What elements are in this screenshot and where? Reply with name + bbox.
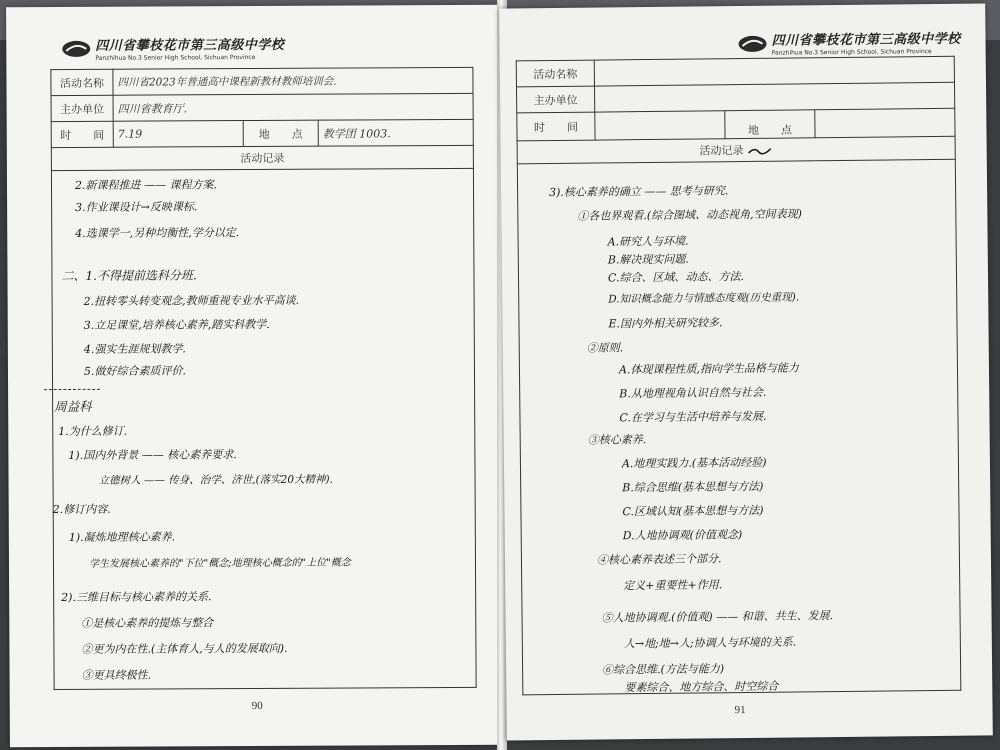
note-line: 2).三维目标与核心素养的关系. <box>61 590 212 605</box>
label-activity-record: 活动记录 <box>51 145 473 170</box>
note-line: 立德树人 —— 传身、治学、济世,(落实20大精神). <box>98 473 333 487</box>
note-line: C.区域认知(基本思想与方法) <box>622 503 764 519</box>
label-activity-name: 活动名称 <box>51 69 113 95</box>
note-heading: 周益科 <box>54 398 92 415</box>
place-value: 教学团 1003. <box>318 119 473 146</box>
school-name-en: Panzhihua No.3 Senior High School, Sichuan Province <box>771 48 932 57</box>
note-line: A.地理实践力.(基本活动经验) <box>621 455 767 471</box>
note-line: ⑤人地协调观.(价值观) —— 和谐、共生、发展. <box>601 609 834 625</box>
time-value: 7.19 <box>113 121 243 148</box>
note-line: 3.立足课堂,培养核心素养,踏实科教学. <box>83 317 270 332</box>
activity-name-value <box>594 56 954 86</box>
note-line: 二、1.不得提前选科分班. <box>61 268 197 284</box>
note-line: E.国内外相关研究较多. <box>608 316 723 331</box>
note-line: A.研究人与环境. <box>607 234 689 249</box>
note-line: A.体现课程性质,指向学生品格与能力 <box>618 361 799 377</box>
note-line: 1).国内外背景 —— 核心素养要求. <box>68 448 237 462</box>
note-line: 4.强实生涯规划教学. <box>83 342 186 356</box>
note-line: 学生发展核心素养的"下位"概念;地理核心概念的"上位"概念 <box>88 557 351 570</box>
label-activity-record: 活动记录 <box>517 136 955 164</box>
label-host-unit: 主办单位 <box>517 86 595 113</box>
label-time: 时 间 <box>517 112 595 141</box>
label-time: 时 间 <box>51 121 113 147</box>
label-host-unit: 主办单位 <box>51 95 113 121</box>
note-line: 2.修订内容. <box>52 502 111 517</box>
note-line: ③更具终极性. <box>81 668 152 682</box>
host-unit-value: 四川省教育厅. <box>113 93 473 121</box>
school-logo-icon <box>61 39 91 57</box>
page-header <box>737 28 960 57</box>
label-activity-name: 活动名称 <box>516 60 594 87</box>
note-line: B.综合思维(基本思想与方法) <box>622 479 764 495</box>
notebook-page-left <box>6 5 504 748</box>
note-line: ①是核心素养的提炼与整合 <box>81 616 214 630</box>
note-line: C.综合、区域、动态、方法. <box>607 270 745 285</box>
school-name-cn: 四川省攀枝花市第三高级中学校 <box>771 31 961 49</box>
note-line: C.在学习与生活中培养与发展. <box>619 409 767 425</box>
page-header <box>61 34 284 62</box>
note-line: ④核心素养表述三个部分. <box>596 552 722 567</box>
note-line: ③核心素养. <box>587 433 647 447</box>
note-line: 定义+重要性+作用. <box>623 578 723 593</box>
note-line: ①各也界观看.(综合图域、动态视角,空间表现) <box>577 207 802 223</box>
school-logo-icon <box>737 34 767 52</box>
page-number-left: 90 <box>251 699 263 713</box>
note-line: 2.新课程推进 —— 课程方案. <box>74 178 218 192</box>
label-place: 地 点 <box>243 120 318 146</box>
time-value <box>595 111 725 140</box>
note-line: 4.选课学一,另种均衡性,学分以定. <box>75 226 240 240</box>
note-line: 人→地;地→人;协调人与环境的关系. <box>623 635 797 651</box>
note-line: 要素综合、地方综合、时空综合 <box>624 679 779 695</box>
note-line: 5.做好综合素质评价. <box>83 364 187 378</box>
note-line: B.解决现实问题. <box>607 252 689 267</box>
school-name-cn: 四川省攀枝花市第三高级中学校 <box>95 37 285 54</box>
host-unit-value <box>594 82 954 112</box>
note-line: ②原则. <box>586 341 624 355</box>
place-value <box>815 108 955 137</box>
page-number-right: 91 <box>734 704 746 717</box>
note-line: D.人地协调观(价值观念) <box>622 528 743 543</box>
note-line: ②更为内在性.(主体育人,与人的发展取向). <box>81 641 288 656</box>
school-name-en: Panzhihua No.3 Senior High School, Sichuan Province <box>95 53 256 62</box>
note-line: 1).凝炼地理核心素养. <box>68 530 176 544</box>
activity-form <box>516 56 956 165</box>
activity-name-value: 四川省2023年普通高中课程新教材教师培训会. <box>113 67 473 95</box>
ink-scribble-icon <box>747 146 773 156</box>
note-line: ⑥综合思维.(方法与能力) <box>602 662 725 677</box>
label-place: 地 点 <box>725 110 815 139</box>
notebook-page-right <box>499 3 993 740</box>
note-line: 2.扭转零头转变观念,教师重视专业水平高谈. <box>83 293 300 308</box>
note-line: 3).核心素养的确立 —— 思考与研究. <box>549 184 729 200</box>
note-line: D.知识概念能力与情感态度观(历史重现). <box>608 291 800 306</box>
activity-form <box>50 67 474 171</box>
note-line: 1.为什么修订. <box>58 424 128 439</box>
note-line: 3.作业课设计→反映课标. <box>75 200 198 214</box>
note-line: B.从地理视角认识自然与社会. <box>619 385 767 401</box>
